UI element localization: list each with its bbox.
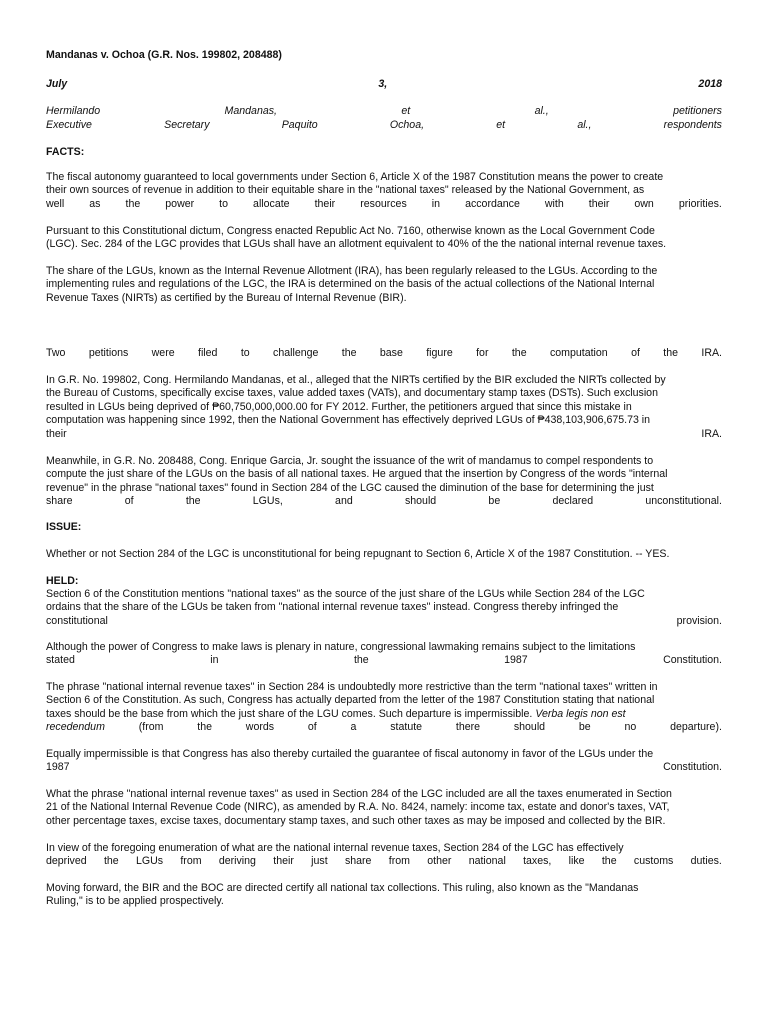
word: should <box>513 721 546 734</box>
word: of <box>124 495 134 508</box>
text-line <box>46 761 722 774</box>
word: the <box>341 347 357 359</box>
text-line: Section 6 of the Constitution mentions "national taxes" as the source of the just share of the LGUs while Section 284 of the LGC <box>46 588 645 600</box>
word: in <box>210 654 219 667</box>
word: the <box>663 347 679 359</box>
text-line: What the phrase "national internal revenue taxes" as used in Section 284 of the LGC included are all the taxes enumerated in Section <box>46 788 672 800</box>
text-line: other percentage taxes, excise taxes, documentary stamp taxes, and such other taxes as may be imposed and collected by the BIR. <box>46 814 666 827</box>
case-title: Mandanas v. Ochoa (G.R. Nos. 199802, 208488) <box>46 49 282 61</box>
text-line: Section 6 of the Constitution. As such, Congress has actually departed from the letter of the 1987 Constitution stating that national <box>46 694 655 707</box>
word: from <box>180 855 202 868</box>
word: to <box>240 347 250 359</box>
text-line <box>46 347 722 360</box>
text-line: the Bureau of Customs, specifically excise taxes, value added taxes (VATs), and documentary stamp taxes (DSTs). Such exclusion <box>46 387 658 400</box>
word: the <box>185 495 201 508</box>
held-paragraph-3 <box>46 681 722 735</box>
word: no <box>624 721 637 734</box>
text-line: Meanwhile, in G.R. No. 208488, Cong. Enrique Garcia, Jr. sought the issuance of the writ of mandamus to compel respondents to <box>46 455 654 467</box>
word: their <box>273 855 294 868</box>
text-line <box>46 198 722 211</box>
word: LGUs <box>135 855 164 868</box>
text-line: In view of the foregoing enumeration of what are the national internal revenue taxes, Section 284 of the LGC has effectively <box>46 842 624 854</box>
text-line: ordains that the share of the LGUs be taken from "national internal revenue taxes" instead. Congress thereby infringed the <box>46 601 619 614</box>
word: et <box>496 119 506 131</box>
text-line <box>46 428 722 441</box>
word: national <box>468 855 506 868</box>
text-line: Equally impermissible is that Congress has also thereby curtailed the guarantee of fiscal autonomy in favor of the LGUs under the <box>46 748 654 760</box>
word: a <box>350 721 357 734</box>
petitioners-line <box>46 105 722 118</box>
word: 1987 <box>46 761 70 774</box>
word: Mandanas, <box>224 105 277 117</box>
text-line <box>46 721 722 734</box>
word: share <box>344 855 372 868</box>
held-paragraph-5 <box>46 788 722 828</box>
text-line: The fiscal autonomy guaranteed to local governments under Section 6, Article X of the 1987 Constitution means the power to create <box>46 171 664 183</box>
word: statute <box>390 721 423 734</box>
held-paragraph-1 <box>46 588 722 628</box>
decision-date <box>46 78 722 91</box>
word: departure). <box>670 721 722 734</box>
facts-paragraph-4 <box>46 347 722 360</box>
date-year: 2018 <box>698 78 722 90</box>
text-line: Although the power of Congress to make laws is plenary in nature, congressional lawmaking remains subject to the limitations <box>46 641 636 653</box>
issue-paragraph <box>46 548 722 561</box>
word: from <box>388 855 410 868</box>
word: power <box>165 197 195 210</box>
word: like <box>568 855 585 868</box>
held-paragraph-4 <box>46 748 722 775</box>
word: et <box>401 105 411 117</box>
word: base <box>379 347 403 359</box>
word: Two <box>46 347 66 359</box>
text-line: The share of the LGUs, known as the Internal Revenue Allotment (IRA), has been regularly released to the LGUs. According to the <box>46 265 658 277</box>
word: al., <box>577 119 592 131</box>
word: the <box>511 347 527 359</box>
word: provision. <box>676 614 722 627</box>
text-segment: taxes should be the base from which the just share of the LGU comes. Such departure is impermissible. <box>46 707 533 720</box>
word: Paquito <box>281 119 318 131</box>
word: there <box>455 721 481 734</box>
word: stated <box>46 654 75 667</box>
word: deprived <box>46 855 87 868</box>
word: (from <box>138 721 164 734</box>
word: computation <box>549 347 608 359</box>
text-line: implementing rules and regulations of the LGC, the IRA is determined on the basis of the actual collections of the National Internal <box>46 278 655 291</box>
text-line: 21 of the National Internal Revenue Code (NIRC), as amended by R.A. No. 8424, namely: income tax, estate and donor's taxes, VAT, <box>46 801 670 814</box>
word: be <box>488 495 501 508</box>
text-line: their own sources of revenue in addition to their equitable share in the "national taxes" released by the National Government, as <box>46 184 645 197</box>
text-line: Whether or not Section 284 of the LGC is unconstitutional for being repugnant to Section 6, Article X of the 1987 Constitution. -- YES. <box>46 548 670 560</box>
word: IRA. <box>701 427 722 440</box>
word: with <box>544 197 564 210</box>
word: Executive <box>46 119 92 131</box>
word: of <box>307 721 317 734</box>
word: other <box>427 855 452 868</box>
text-line <box>46 708 722 721</box>
facts-paragraph-6 <box>46 455 722 509</box>
word: Constitution. <box>663 654 722 667</box>
word: for <box>476 347 489 359</box>
word: al., <box>534 105 549 117</box>
facts-paragraph-5 <box>46 374 722 441</box>
word: customs <box>633 855 674 868</box>
word: were <box>151 347 175 359</box>
word: as <box>89 197 101 210</box>
held-paragraph-2 <box>46 641 722 668</box>
word: be <box>578 721 591 734</box>
word: taxes, <box>523 855 552 868</box>
word: unconstitutional. <box>645 495 722 508</box>
word: the <box>353 654 369 667</box>
text-line <box>46 495 722 508</box>
issue-heading: ISSUE: <box>46 521 82 533</box>
word: of <box>631 347 640 359</box>
word: deriving <box>218 855 256 868</box>
word: Constitution. <box>663 761 722 774</box>
latin-maxim: Verba legis non est <box>535 707 626 720</box>
word: priorities. <box>678 197 722 210</box>
text-line: Revenue Taxes (NIRTs) as certified by the Bureau of Internal Revenue (BIR). <box>46 291 407 304</box>
word: to <box>219 197 229 210</box>
facts-paragraph-2 <box>46 225 722 252</box>
word: the <box>125 197 141 210</box>
word: the <box>103 855 119 868</box>
word: just <box>311 855 328 868</box>
respondents-line <box>46 119 722 132</box>
word: should <box>404 495 437 508</box>
held-paragraph-7 <box>46 882 722 909</box>
text-line: Pursuant to this Constitutional dictum, Congress enacted Republic Act No. 7160, otherwise known as the Local Government Code <box>46 225 655 237</box>
word: declared <box>552 495 594 508</box>
word: duties. <box>690 855 722 868</box>
word: 1987 <box>504 654 528 667</box>
word: petitions <box>88 347 129 359</box>
latin-maxim: recedendum <box>46 721 105 734</box>
word: respondents <box>663 119 722 131</box>
held-paragraph-6 <box>46 842 722 869</box>
text-line: Ruling," is to be applied prospectively. <box>46 895 224 908</box>
word: filed <box>198 347 218 359</box>
word: petitioners <box>673 105 722 117</box>
word: words <box>245 721 275 734</box>
text-line: In G.R. No. 199802, Cong. Hermilando Mandanas, et al., alleged that the NIRTs certified by the BIR excluded the NIRTs collected by <box>46 374 666 386</box>
word: accordance <box>465 197 520 210</box>
word: and <box>335 495 353 508</box>
text-line: revenue" in the phrase "national taxes" found in Section 284 of the LGC caused the diminution of the base for determining the just <box>46 481 654 494</box>
date-day: 3, <box>378 78 388 90</box>
text-line: (LGC). Sec. 284 of the LGC provides that LGUs shall have an allotment equivalent to 40% of the the national internal revenue taxes. <box>46 238 667 251</box>
text-line <box>46 654 722 667</box>
word: resources <box>360 197 407 210</box>
word: allocate <box>253 197 290 210</box>
text-line: compute the just share of the LGUs on the basis of all national taxes. He argued that the insertion by Congress of the words "internal <box>46 468 668 481</box>
facts-paragraph-3 <box>46 265 722 305</box>
text-line: Moving forward, the BIR and the BOC are directed certify all national tax collections. This ruling, also known as the "Mandanas <box>46 882 639 894</box>
word: Ochoa, <box>389 119 425 131</box>
word: own <box>634 197 654 210</box>
word: well <box>46 197 65 210</box>
word: the <box>601 855 617 868</box>
text-line <box>46 855 722 868</box>
text-line: resulted in LGUs being deprived of ₱60,750,000,000.00 for FY 2012. Further, the petitioners argued that since this mistake in <box>46 400 632 413</box>
word: their <box>314 197 336 210</box>
word: share <box>46 495 73 508</box>
text-line: computation was happening since 1992, then the National Government has effectively deprived LGUs of ₱438,103,906,675.73 in <box>46 414 651 427</box>
word: Hermilando <box>46 105 101 117</box>
facts-heading: FACTS: <box>46 146 85 158</box>
word: figure <box>426 347 453 359</box>
word: IRA. <box>701 347 722 359</box>
word: constitutional <box>46 614 108 627</box>
word: LGUs, <box>252 495 283 508</box>
word: in <box>431 197 441 210</box>
word: Secretary <box>164 119 210 131</box>
held-heading: HELD: <box>46 575 79 587</box>
text-line <box>46 615 722 628</box>
word: their <box>46 427 67 440</box>
facts-paragraph-1 <box>46 171 722 211</box>
word: challenge <box>273 347 319 359</box>
word: their <box>588 197 610 210</box>
word: the <box>197 721 212 734</box>
text-line: The phrase "national internal revenue taxes" in Section 284 is undoubtedly more restrictive than the term "national taxes" written in <box>46 681 658 693</box>
date-month: July <box>46 78 68 90</box>
